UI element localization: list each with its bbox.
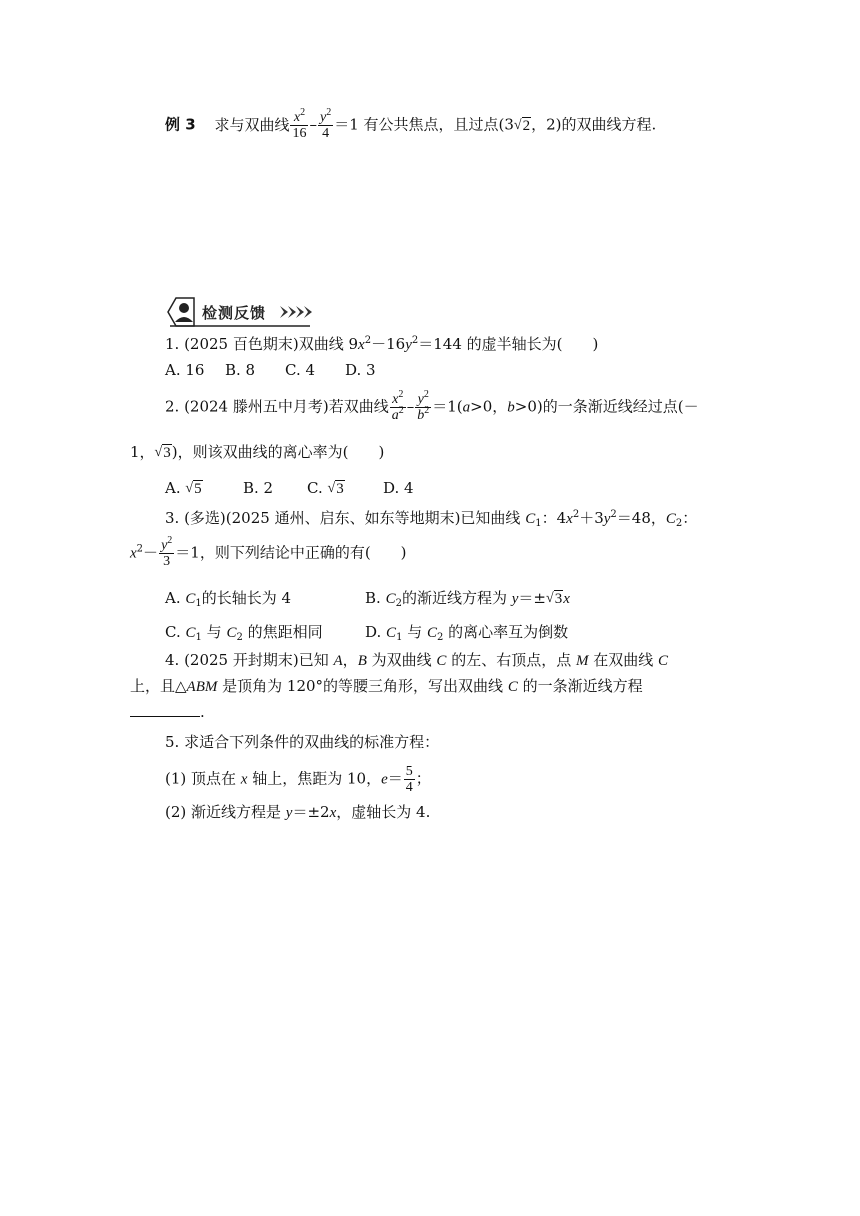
option-d[interactable]: D. 3 [345,361,376,379]
question-4-line-3: . [130,702,205,722]
question-5-part-1: (1) 顶点在 x 轴上，焦距为 10，e＝ $\frac{5}{4}$ ； [165,764,431,795]
minus-sign: – [309,115,317,134]
question-1-stem: 1. (2025 百色期末)双曲线 $9x^2-16y^2=144$ 的虚半轴长为( ) [165,335,599,353]
example-3 [165,107,657,141]
option-d[interactable]: D. $C_1$ 与 $C_2$ 的离心率互为倒数 [365,623,569,643]
option-b[interactable]: B. $C_2$的渐近线方程为 y＝±√3x [365,589,570,609]
question-1-options [165,360,376,380]
fraction-y2-b2: $\frac{y^2}{b^2}$ [417,389,430,423]
question-3-options-row-2 [165,622,568,643]
example-text-b: ＝1 有公共焦点，且过点(3 [334,115,514,134]
example-text-a: 求与双曲线 [214,115,290,134]
example-label: 例 3 [165,115,196,134]
sqrt-3: √3 [154,445,171,461]
fraction-x2-16: $\frac{x^2}{16}$ [292,107,307,141]
question-5-part-2: (2) 渐近线方程是 y＝±2x，虚轴长为 4. [165,803,431,821]
option-b[interactable]: B. 2 [243,479,274,497]
option-b[interactable]: B. 8 [225,361,256,379]
question-3-stem: 3. (多选)(2025 通州、启东、如东等地期末)已知曲线 $C_1$：$4x^2+3y^2=48$，$C_2$： [165,509,698,529]
answer-blank[interactable] [130,702,200,717]
section-banner [160,296,320,328]
example-text-c: ，2)的双曲线方程. [531,115,657,134]
fraction-5-4: $\frac{5}{4}$ [405,764,413,795]
question-2-line-2: 1，√3)，则该双曲线的离心率为( ) [130,443,385,461]
question-4-line-1: 4. (2025 开封期末)已知 A，B 为双曲线 C 的左、右顶点，点 M 在双曲线 C [165,651,669,669]
fraction-y2-4: $\frac{y^2}{4}$ [319,107,332,141]
fraction-x2-a2: $\frac{x^2}{a^2}$ [391,389,404,423]
question-2-stem: 2. (2024 滕州五中月考)若双曲线 $\frac{x^2}{a^2}$ – $\frac{y^2}{b^2}$ ＝1(a>0，b>0)的一条渐近线经过点(－ [165,389,699,423]
option-a[interactable]: A. $C_1$的长轴长为 4 [165,589,292,609]
question-4-line-2: 上，且△ABM 是顶角为 120°的等腰三角形，写出双曲线 C 的一条渐近线方程 [130,677,643,695]
question-3-options-row-1 [165,588,570,609]
question-3-line-2: $x^2-$ $\frac{y^2}{3}$ ＝1，则下列结论中正确的有( ) [130,535,407,569]
option-d[interactable]: D. 4 [383,479,414,497]
fraction-y2-3: $\frac{y^2}{3}$ [161,535,173,569]
option-a[interactable]: A. 16 [165,361,205,379]
question-5-stem: 5. 求适合下列条件的双曲线的标准方程： [165,733,440,751]
option-c[interactable]: C. $C_1$ 与 $C_2$ 的焦距相同 [165,623,323,643]
banner-title: 检测反馈 [202,304,267,322]
option-c[interactable]: C. √3 [307,479,344,497]
option-a[interactable]: A. √5 [165,479,202,497]
question-2-options [165,478,414,499]
option-c[interactable]: C. 4 [285,361,316,379]
sqrt-2: √2 [513,117,531,134]
